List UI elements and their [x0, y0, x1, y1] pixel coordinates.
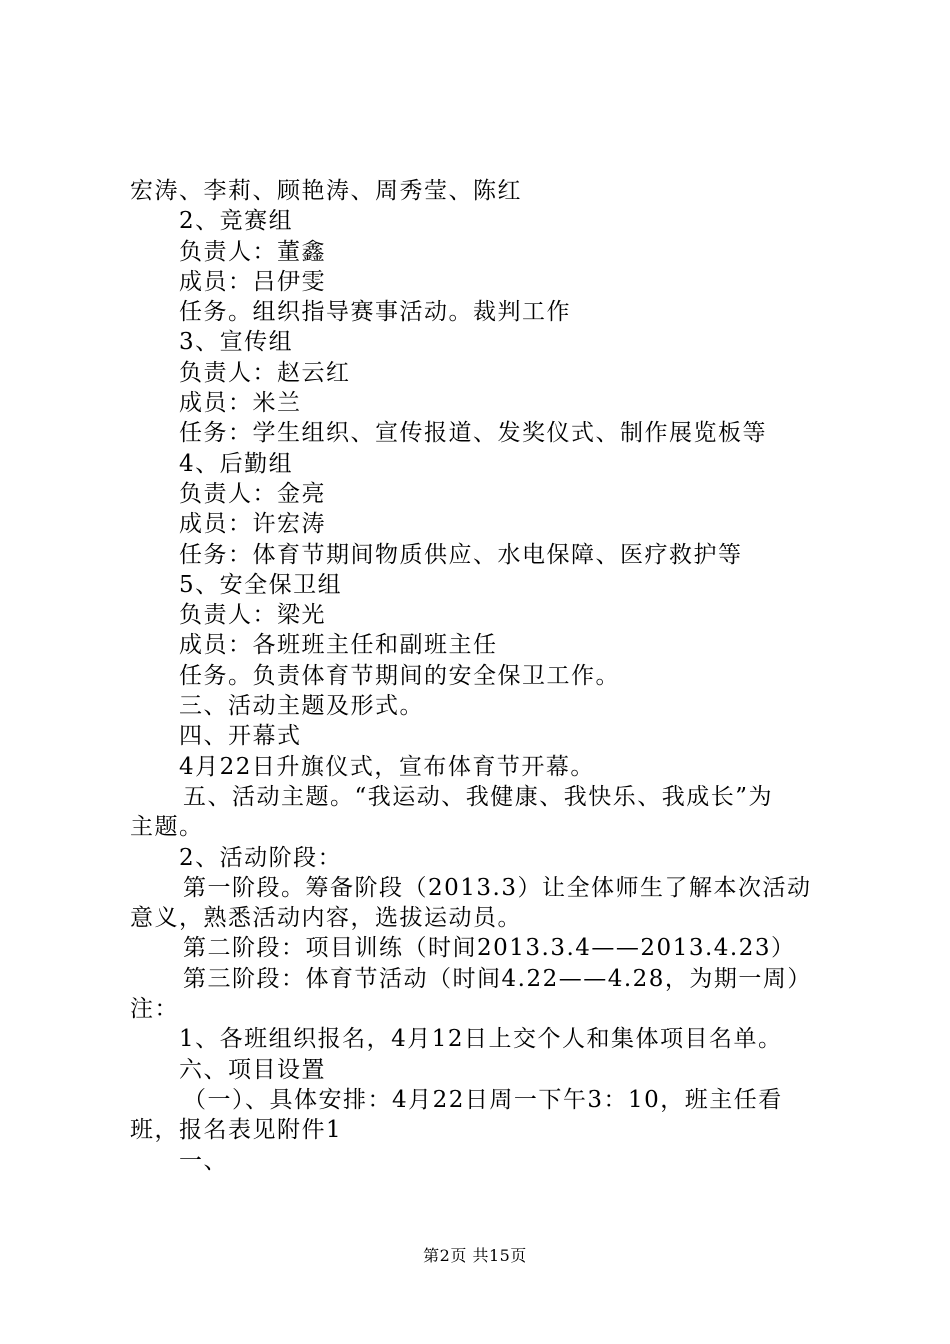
text-line: 五、活动主题。“我运动、我健康、我快乐、我成长”为	[183, 783, 774, 810]
text-line: 成员：各班班主任和副班主任	[179, 632, 498, 659]
section-heading: 3、宣传组	[179, 329, 294, 356]
text-line: 主题。	[130, 814, 204, 841]
text-line: 1、各班组织报名，4月12日上交个人和集体项目名单。	[179, 1026, 783, 1053]
text-line: 负责人：赵云红	[179, 359, 351, 386]
section-heading: 4、后勤组	[179, 450, 294, 477]
page-footer: 第2页 共15页	[423, 1246, 527, 1265]
text-line: 班，报名表见附件1	[130, 1117, 343, 1144]
text-line: 意义，熟悉活动内容，选拔运动员。	[130, 905, 522, 932]
section-heading: 5、安全保卫组	[179, 571, 343, 598]
text-line: 任务：体育节期间物质供应、水电保障、医疗救护等	[179, 541, 743, 568]
text-line: 注：	[130, 996, 179, 1023]
text-line: 宏涛、李莉、顾艳涛、周秀莹、陈红	[130, 178, 522, 204]
text-line: 成员：吕伊雯	[179, 268, 326, 295]
text-line: 成员：米兰	[179, 390, 302, 417]
text-line: 负责人：董鑫	[179, 238, 326, 265]
text-line: 任务。组织指导赛事活动。裁判工作	[179, 299, 571, 326]
text-line: 4月22日升旗仪式，宣布体育节开幕。	[179, 753, 595, 780]
section-heading: 三、活动主题及形式。	[179, 693, 424, 720]
text-line: 任务：学生组织、宣传报道、发奖仪式、制作展览板等	[179, 420, 767, 447]
document-body	[130, 176, 835, 1176]
text-line: 任务。负责体育节期间的安全保卫工作。	[179, 662, 620, 689]
text-line: 成员：许宏涛	[179, 511, 326, 538]
text-line: 第二阶段：项目训练（时间2013.3.4——2013.4.23）	[183, 935, 796, 962]
section-heading: 2、活动阶段：	[179, 844, 343, 871]
section-heading: 四、开幕式	[179, 723, 302, 750]
text-line: 负责人：梁光	[179, 602, 326, 629]
text-line: 第三阶段：体育节活动（时间4.22——4.28，为期一周）	[183, 965, 812, 992]
text-line: （一）、具体安排：4月22日周一下午3：10，班主任看	[183, 1086, 783, 1113]
text-line: 第一阶段。筹备阶段（2013.3）让全体师生了解本次活动	[183, 874, 812, 901]
section-heading: 六、项目设置	[179, 1056, 326, 1083]
section-heading: 2、竞赛组	[179, 208, 294, 235]
section-heading: 一、	[179, 1147, 228, 1174]
text-line: 负责人：金亮	[179, 480, 326, 507]
